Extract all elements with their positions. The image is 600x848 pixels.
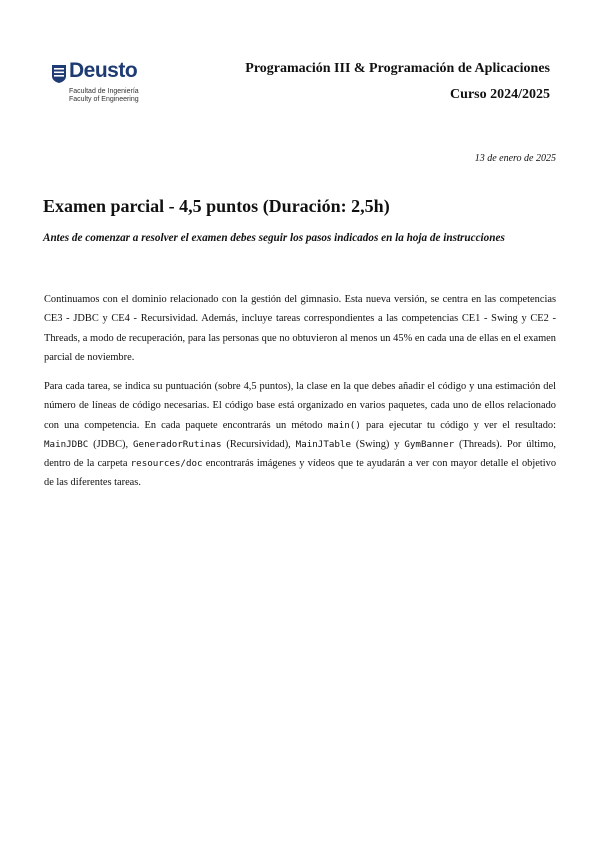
logo-subtitle-en: Faculty of Engineering <box>69 96 139 103</box>
text-segment: encontrarás imágenes y vídeos que te ayudarán a ver con mayor detalle el objetivo de las diferentes tareas. <box>44 458 557 489</box>
exam-date: 13 de enero de 2025 <box>474 153 556 164</box>
code-mainjtable: MainJTable <box>295 438 351 450</box>
text-segment: (Recursividad), <box>221 438 296 450</box>
course-name: Programación III & Programación de Aplicaciones <box>245 61 550 76</box>
text-segment: (JDBC), <box>88 438 133 450</box>
logo-subtitle-es: Facultad de Ingeniería <box>69 88 139 95</box>
deusto-logo <box>52 59 162 108</box>
exam-instructions-note: Antes de comenzar a resolver el examen debes seguir los pasos indicados en la hoja de instrucciones <box>43 232 505 244</box>
course-year: Curso 2024/2025 <box>450 87 550 102</box>
code-mainjdbc: MainJDBC <box>44 438 89 450</box>
text-segment: para ejecutar tu código y ver el resultado: <box>360 419 556 431</box>
logo-wordmark: Deusto <box>69 59 138 82</box>
exam-title: Examen parcial - 4,5 puntos (Duración: 2,5h) <box>43 196 390 216</box>
deusto-shield-icon <box>52 65 66 83</box>
text-segment: Para cada tarea, se indica su puntuación (sobre 4,5 puntos), la clase en la que debes añadir el código y una estimación del número de líneas de código necesarias. El código base está organizado en varios paquetes, cada uno de ellos relacionado con una competencia. En cada paquete encontrarás un método <box>44 381 556 431</box>
code-gymbanner: GymBanner <box>404 438 455 450</box>
code-main-method: main() <box>327 419 361 431</box>
text-segment: (Swing) y <box>350 438 405 450</box>
intro-paragraph: Continuamos con el dominio relacionado con la gestión del gimnasio. Esta nueva versión, se centra en las competencias CE3 - JDBC y CE4 - Recursividad. Además, incluye tareas correspondientes a las competencias CE1 - Swing y CE2 - Threads, a modo de recuperación, para las personas que no obtuvieron al menos un 45% en cada una de ellas en el examen parcial de noviembre. <box>44 294 556 363</box>
code-resources-doc: resources/doc <box>130 458 203 470</box>
tasks-paragraph <box>44 377 556 493</box>
code-generadorrutinas: GeneradorRutinas <box>133 438 222 450</box>
text-segment: (Threads). Por último, dentro de la carpeta <box>44 438 556 470</box>
